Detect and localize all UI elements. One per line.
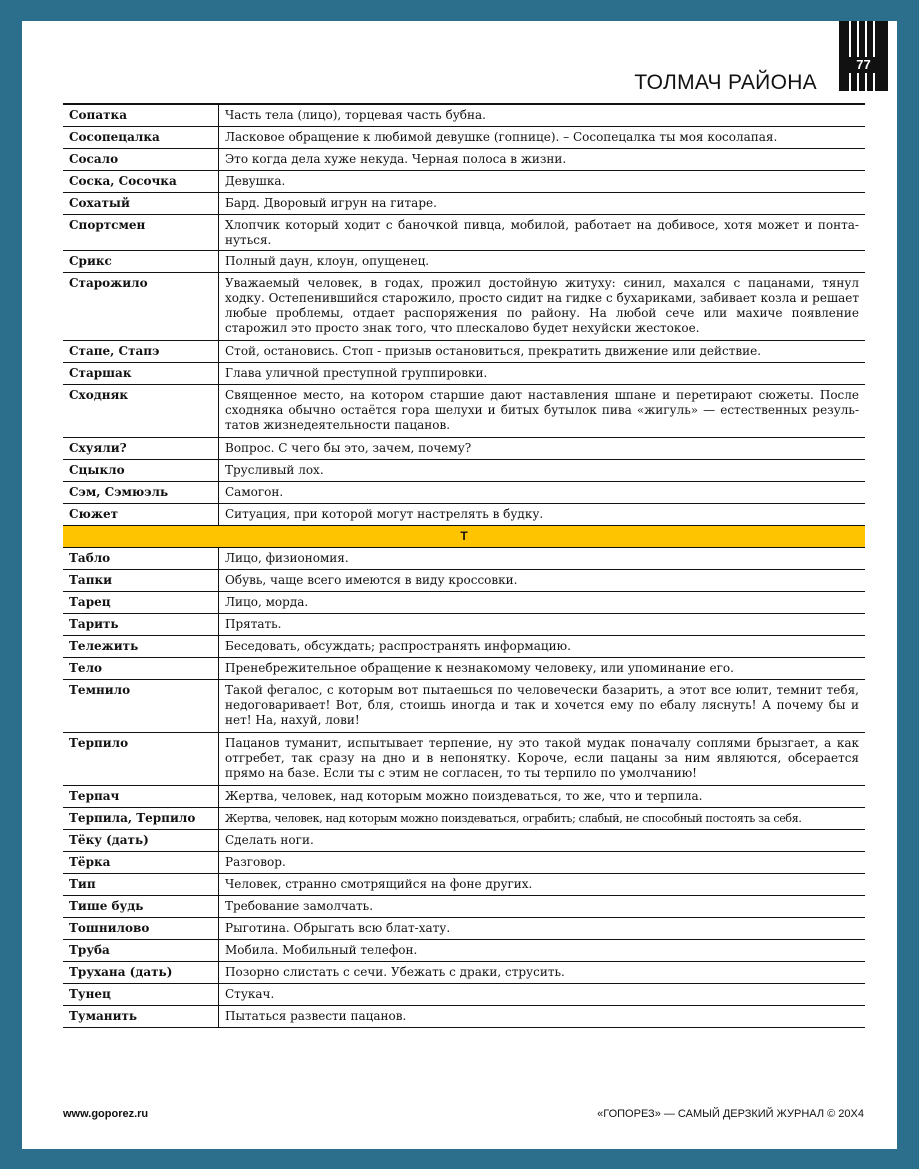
definition: Уважаемый человек, в годах, прожил достойную житуху: синил, махался с пацанами, тянул ходку. Остепенившийся старожило, просто сидит на гидке с бухариками, забивает козла и решает любые проблемы, отдает распоряжения по району. На любой сече или махиче появление старожил это просто знак того, что плескалово будет нехуйски жестокое. — [225, 276, 859, 335]
term: Сохатый — [63, 193, 219, 214]
term: Старшак — [63, 363, 219, 384]
definition: Разговор. — [225, 855, 286, 869]
glossary-table — [63, 105, 865, 1028]
term: Тёрка — [63, 852, 219, 873]
glossary-row — [63, 658, 865, 680]
term: Терпила, Терпило — [63, 808, 219, 829]
definition: Такой фегалос, с которым вот пытаешься по человечески базарить, а этот все юлит, темнит тебя, недоговаривает! Вот, бля, стоишь иногда и так и хочется ему по ебалу ляснуть! А почему бы и нет! На, нахуй, лови! — [225, 683, 859, 727]
glossary-row — [63, 149, 865, 171]
term: Тапки — [63, 570, 219, 591]
definition: Человек, странно смотрящийся на фоне других. — [225, 877, 533, 891]
definition: Сделать ноги. — [225, 833, 314, 847]
glossary-row — [63, 193, 865, 215]
term: Тёку (дать) — [63, 830, 219, 851]
definition: Жертва, человек, над которым можно поиздеваться, то же, что и терпила. — [225, 789, 703, 803]
term: Тарец — [63, 592, 219, 613]
term: Тише будь — [63, 896, 219, 917]
glossary-row — [63, 171, 865, 193]
glossary-row — [63, 852, 865, 874]
definition: Пытаться развести пацанов. — [225, 1009, 407, 1023]
glossary-row — [63, 251, 865, 273]
magazine-page — [22, 21, 897, 1149]
definition: Мобила. Мобильный телефон. — [225, 943, 418, 957]
glossary-row — [63, 548, 865, 570]
glossary-row — [63, 918, 865, 940]
footer-tagline: «ГОПОРЕЗ» — САМЫЙ ДЕРЗКИЙ ЖУРНАЛ © 20Х4 — [597, 1108, 864, 1120]
term: Стапе, Стапэ — [63, 341, 219, 362]
glossary-row — [63, 614, 865, 636]
definition: Это когда дела хуже некуда. Черная полоса в жизни. — [225, 152, 567, 166]
page-title: ТОЛМАЧ РАЙОНА — [634, 71, 817, 94]
term: Сэм, Сэмюэль — [63, 482, 219, 503]
term: Сосопецалка — [63, 127, 219, 148]
term: Тип — [63, 874, 219, 895]
section-letter-header: Т — [63, 526, 865, 548]
definition: Священное место, на котором старшие дают наставления шпане и перетирают сюжеты. После сходняка обычно остаётся гора шелухи и битых бутылок пива «жигуль» — естественных резуль-татов жизнедеятельности пацанов. — [225, 388, 859, 432]
term: Сюжет — [63, 504, 219, 525]
definition: Жертва, человек, над которым можно поиздеваться, ограбить; слабый, не способный постоять за себя. — [225, 812, 802, 825]
term: Соска, Сосочка — [63, 171, 219, 192]
term: Сопатка — [63, 105, 219, 126]
term: Табло — [63, 548, 219, 569]
definition: Глава уличной преступной группировки. — [225, 366, 488, 380]
definition: Бард. Дворовый игрун на гитаре. — [225, 196, 437, 210]
glossary-row — [63, 636, 865, 658]
definition: Вопрос. С чего бы это, зачем, почему? — [225, 441, 472, 455]
glossary-row — [63, 680, 865, 733]
definition: Ситуация, при которой могут настрелять в будку. — [225, 507, 544, 521]
glossary-row — [63, 786, 865, 808]
definition: Беседовать, обсуждать; распространять информацию. — [225, 639, 571, 653]
glossary-row — [63, 341, 865, 363]
glossary-row — [63, 273, 865, 341]
term: Схуяли? — [63, 438, 219, 459]
term: Срикс — [63, 251, 219, 272]
term: Спортсмен — [63, 215, 219, 250]
glossary-row — [63, 363, 865, 385]
term: Сосало — [63, 149, 219, 170]
term: Тело — [63, 658, 219, 679]
glossary-row — [63, 570, 865, 592]
definition: Девушка. — [225, 174, 286, 188]
definition: Трусливый лох. — [225, 463, 324, 477]
definition: Стукач. — [225, 987, 275, 1001]
term: Терпило — [63, 733, 219, 785]
glossary-row — [63, 830, 865, 852]
definition: Самогон. — [225, 485, 284, 499]
glossary-row — [63, 504, 865, 526]
term: Старожило — [63, 273, 219, 340]
glossary-row — [63, 592, 865, 614]
definition: Прятать. — [225, 617, 282, 631]
glossary-row — [63, 127, 865, 149]
definition: Хлопчик который ходит с баночкой пивца, мобилой, работает на добивосе, хотя может и понта-нуться. — [225, 218, 859, 247]
term: Тошнилово — [63, 918, 219, 939]
glossary-row — [63, 808, 865, 830]
term: Сходняк — [63, 385, 219, 437]
term: Терпач — [63, 786, 219, 807]
footer-website-link[interactable]: www.goporez.ru — [63, 1108, 149, 1120]
definition: Позорно слистать с сечи. Убежать с драки, струсить. — [225, 965, 565, 979]
term: Темнило — [63, 680, 219, 732]
page-number-tab — [839, 21, 888, 91]
definition: Ласковое обращение к любимой девушке (гопнице). – Сосопецалка ты моя косолапая. — [225, 130, 778, 144]
glossary-row — [63, 984, 865, 1006]
glossary-row — [63, 385, 865, 438]
definition: Часть тела (лицо), торцевая часть бубна. — [225, 108, 486, 122]
page-number: 77 — [839, 57, 888, 73]
definition: Стой, остановись. Стоп - призыв остановиться, прекратить движение или действие. — [225, 344, 762, 358]
term: Тунец — [63, 984, 219, 1005]
definition: Полный даун, клоун, опущенец. — [225, 254, 430, 268]
glossary-row — [63, 215, 865, 251]
definition: Требование замолчать. — [225, 899, 374, 913]
glossary-row — [63, 962, 865, 984]
glossary-row — [63, 438, 865, 460]
definition: Лицо, физиономия. — [225, 551, 349, 565]
definition: Пренебрежительное обращение к незнакомому человеку, или упоминание его. — [225, 661, 734, 675]
term: Сцыкло — [63, 460, 219, 481]
term: Туманить — [63, 1006, 219, 1027]
term: Труба — [63, 940, 219, 961]
glossary-row — [63, 105, 865, 127]
glossary-row — [63, 482, 865, 504]
glossary-row — [63, 874, 865, 896]
term: Тарить — [63, 614, 219, 635]
definition: Рыготина. Обрыгать всю блат-хату. — [225, 921, 451, 935]
definition: Пацанов туманит, испытывает терпение, ну это такой мудак поначалу соплями брызгает, а как отгребет, так сразу на дно и в непонятку. Короче, если пацаны за ним являются, обсерается прямо на базе. Если ты с этим не согласен, то ты терпило по умолчанию! — [225, 736, 859, 780]
glossary-row — [63, 460, 865, 482]
glossary-row — [63, 896, 865, 918]
term: Тележить — [63, 636, 219, 657]
definition: Обувь, чаще всего имеются в виду кроссовки. — [225, 573, 518, 587]
glossary-row — [63, 1006, 865, 1028]
glossary-row — [63, 733, 865, 786]
glossary-row — [63, 940, 865, 962]
definition: Лицо, морда. — [225, 595, 309, 609]
term: Трухана (дать) — [63, 962, 219, 983]
